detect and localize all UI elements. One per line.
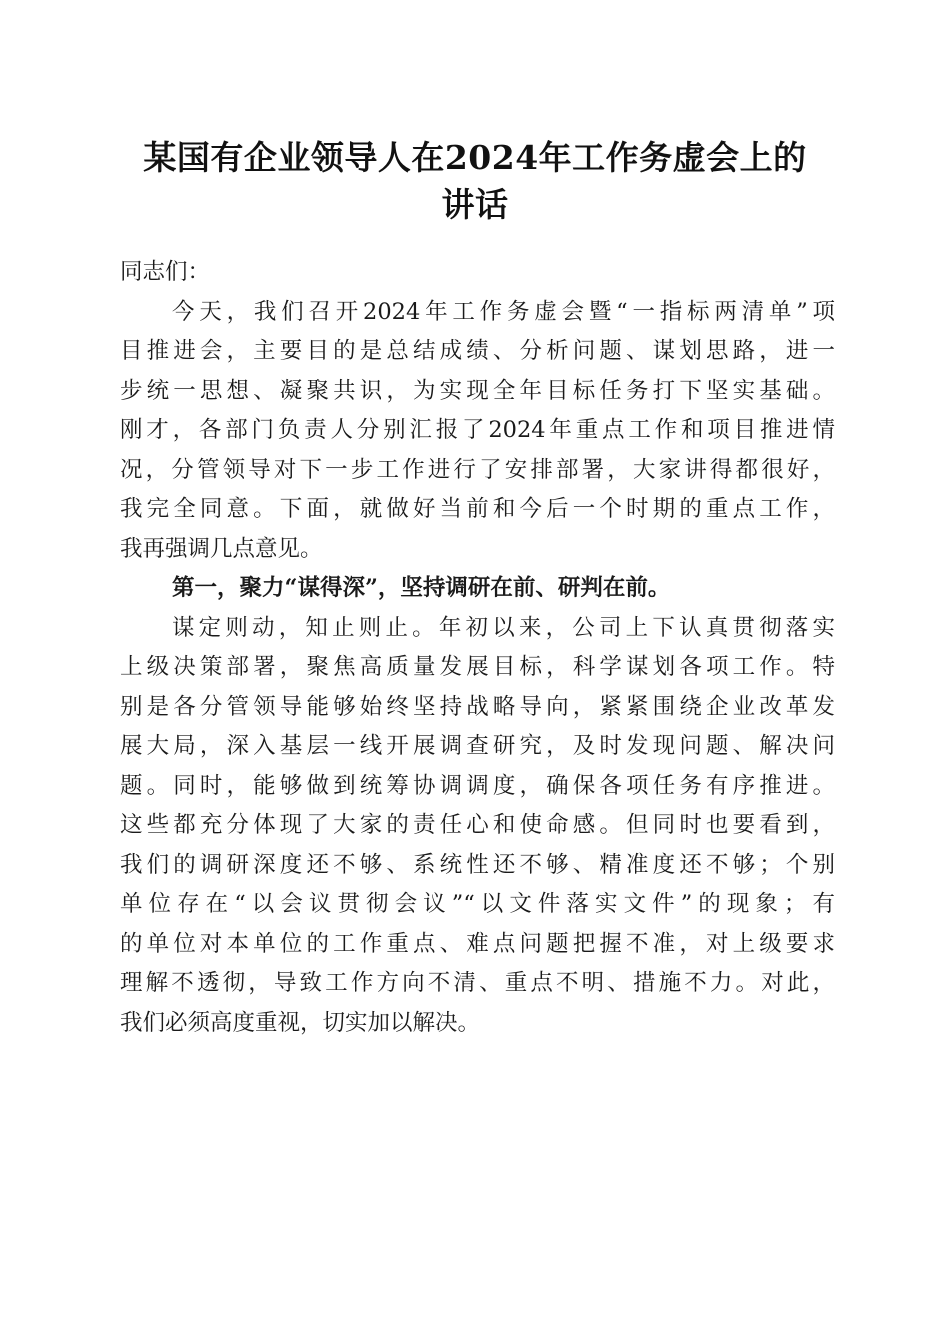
section-heading bbox=[120, 569, 835, 609]
section-heading-text: 第一，聚力“谋得深”，坚持调研在前、研判在前。 bbox=[172, 575, 671, 601]
paragraph-line: 展大局，深入基层一线开展调查研究，及时发现问题、解决问 bbox=[120, 733, 835, 759]
paragraph-line: 题。同时，能够做到统筹协调调度，确保各项任务有序推进。 bbox=[120, 772, 835, 799]
paragraph-line: 况，分管领导对下一步工作进行了安排部署，大家讲得都很好， bbox=[120, 456, 835, 483]
paragraph-line: 上级决策部署，聚焦高质量发展目标，科学谋划各项工作。特 bbox=[120, 654, 835, 680]
paragraph-line: 刚才，各部门负责人分别汇报了2024年重点工作和项目推进情 bbox=[120, 417, 835, 443]
salutation bbox=[120, 253, 835, 293]
paragraph-line: 目推进会，主要目的是总结成绩、分析问题、谋划思路，进一 bbox=[120, 338, 835, 364]
document-title bbox=[110, 134, 840, 228]
paragraph-line: 单位存在“以会议贯彻会议”“以文件落实文件”的现象；有 bbox=[120, 891, 835, 917]
paragraph-line: 谋定则动，知止则止。年初以来，公司上下认真贯彻落实 bbox=[172, 614, 835, 641]
paragraph-line: 步统一思想、凝聚共识，为实现全年目标任务打下坚实基础。 bbox=[120, 377, 835, 404]
paragraph-line: 我完全同意。下面，就做好当前和今后一个时期的重点工作， bbox=[120, 496, 835, 522]
paragraph-opening bbox=[120, 293, 835, 570]
paragraph-line: 理解不透彻，导致工作方向不清、重点不明、措施不力。对此， bbox=[120, 970, 835, 996]
paragraph-line: 我再强调几点意见。 bbox=[120, 535, 323, 562]
document-body bbox=[120, 253, 835, 1043]
salutation-text: 同志们： bbox=[120, 259, 211, 285]
paragraph-line: 今天，我们召开2024年工作务虚会暨“一指标两清单”项 bbox=[172, 298, 835, 325]
paragraph-line: 别是各分管领导能够始终坚持战略导向，紧紧围绕企业改革发 bbox=[120, 693, 835, 720]
paragraph-line: 这些都充分体现了大家的责任心和使命感。但同时也要看到， bbox=[120, 812, 835, 838]
title-line: 讲话 bbox=[441, 185, 509, 224]
paragraph-section-one bbox=[120, 609, 835, 1044]
paragraph-line: 的单位对本单位的工作重点、难点问题把握不准，对上级要求 bbox=[120, 930, 835, 957]
paragraph-line: 我们必须高度重视，切实加以解决。 bbox=[120, 1009, 481, 1036]
paragraph-line: 我们的调研深度还不够、系统性还不够、精准度还不够；个别 bbox=[120, 851, 835, 878]
title-line: 某国有企业领导人在2024年工作务虚会上的 bbox=[143, 138, 807, 177]
